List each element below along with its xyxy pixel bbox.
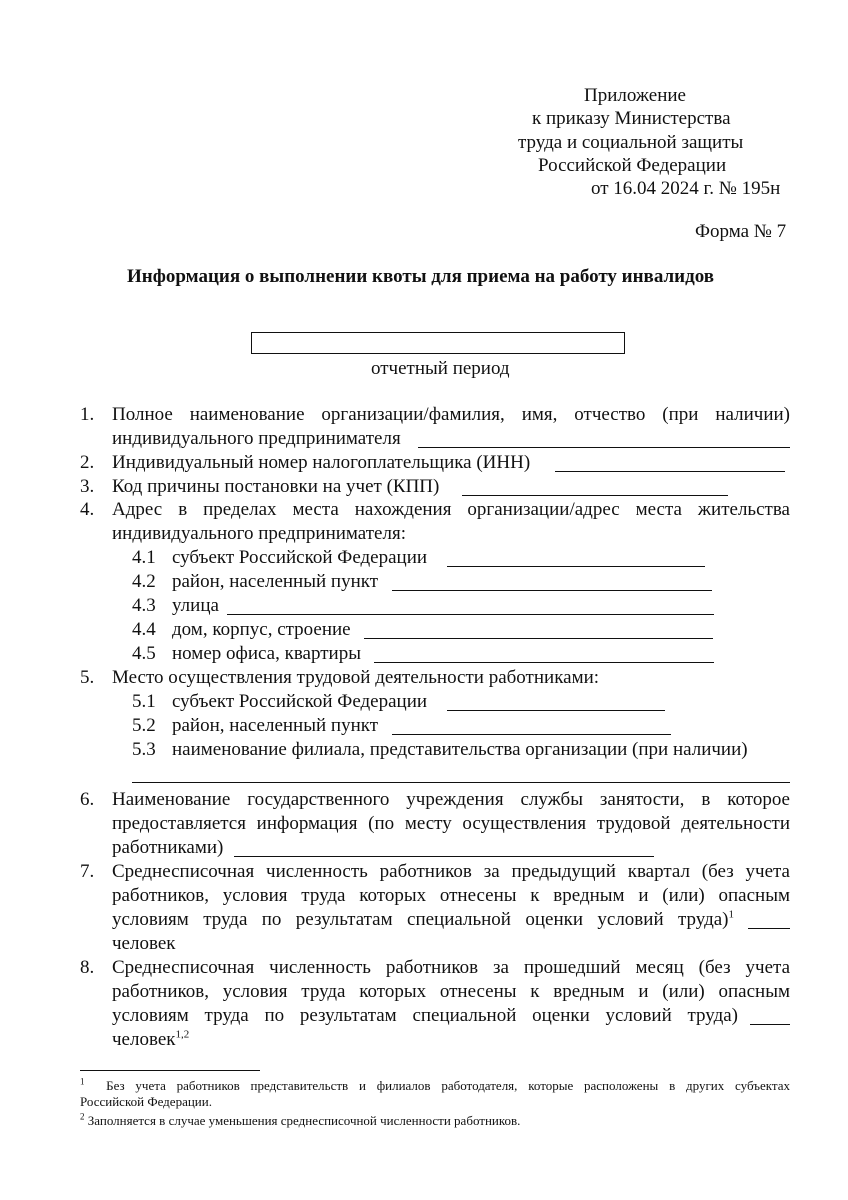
item-4-2-input[interactable]	[392, 570, 712, 591]
item-5-1-text: субъект Российской Федерации	[172, 691, 428, 712]
item-7-text: Среднесписочная численность работников за предыдущий квартал (без учета	[112, 861, 790, 882]
document-title: Информация о выполнении квоты для приема на работу инвалидов	[127, 266, 714, 287]
item-4-number: 4.	[80, 499, 95, 520]
footnote-2-text: Заполняется в случае уменьшения среднесписочной численности работников.	[87, 1113, 521, 1128]
item-8-footnote-ref: 1,2	[175, 1028, 190, 1041]
item-4-5-text: номер офиса, квартиры	[172, 643, 361, 664]
item-5-number: 5.	[80, 667, 95, 688]
footnote-1-cont: Российской Федерации.	[80, 1094, 212, 1109]
reporting-period-field[interactable]	[251, 332, 625, 354]
item-5-3-text: наименование филиала, представительства организации (при наличии)	[172, 739, 748, 760]
item-6-text-2: предоставляется информация (по месту осуществления трудовой деятельности	[112, 813, 790, 834]
item-7-text-3	[112, 908, 734, 932]
item-1-text: Полное наименование организации/фамилия, имя, отчество (при наличии)	[112, 404, 790, 425]
item-7-input[interactable]	[748, 908, 790, 929]
header-line-4: Российской Федерации	[538, 155, 727, 176]
item-5-3-number: 5.3	[132, 739, 156, 760]
kpp-input[interactable]	[462, 475, 728, 496]
header-line-3: труда и социальной защиты	[518, 132, 744, 153]
item-4-3-text: улица	[172, 595, 219, 616]
item-8-text-2: работников, условия труда которых отнесены к вредным и (или) опасным	[112, 981, 790, 1002]
item-8-text: Среднесписочная численность работников за прошедший месяц (без учета	[112, 957, 790, 978]
item-4-4-number: 4.4	[132, 619, 156, 640]
form-number: Форма № 7	[695, 221, 787, 242]
item-4-1-text: субъект Российской Федерации	[172, 547, 428, 568]
item-5-3-input[interactable]	[132, 762, 790, 783]
footnote-1	[80, 1078, 790, 1094]
item-1-number: 1.	[80, 404, 95, 425]
item-4-1-number: 4.1	[132, 547, 156, 568]
item-3-text: Код причины постановки на учет (КПП)	[112, 476, 440, 497]
item-4-4-text: дом, корпус, строение	[172, 619, 351, 640]
header-line-1: Приложение	[584, 85, 686, 106]
item-6-text: Наименование государственного учреждения службы занятости, в которое	[112, 789, 790, 810]
footnote-separator	[80, 1070, 260, 1071]
item-7-text-3-main: условиям труда по результатам специальной оценки условий труда)	[112, 909, 729, 930]
item-4-5-number: 4.5	[132, 643, 156, 664]
footnote-2-mark: 2	[80, 1111, 85, 1122]
reporting-period-label: отчетный период	[371, 358, 510, 379]
item-4-3-number: 4.3	[132, 595, 156, 616]
item-5-2-number: 5.2	[132, 715, 156, 736]
footnote-1-text: Без учета работников представительств и филиалов работодателя, которые расположены в других субъектах	[106, 1078, 791, 1093]
item-7-text-2: работников, условия труда которых отнесены к вредным и (или) опасным	[112, 885, 790, 906]
employment-service-input[interactable]	[234, 836, 654, 857]
item-7-number: 7.	[80, 861, 95, 882]
inn-input[interactable]	[555, 451, 785, 472]
item-8-unit-text: человек	[112, 1029, 176, 1050]
item-4-1-input[interactable]	[447, 546, 705, 567]
item-3-number: 3.	[80, 476, 95, 497]
item-6-text-3: работниками)	[112, 837, 224, 858]
item-5-2-input[interactable]	[392, 714, 671, 735]
item-7-unit: человек	[112, 933, 176, 954]
item-4-5-input[interactable]	[374, 642, 714, 663]
item-8-unit	[112, 1028, 189, 1052]
item-8-text-3: условиям труда по результатам специальной оценки условий труда)	[112, 1005, 738, 1026]
item-2-text: Индивидуальный номер налогоплательщика (ИНН)	[112, 452, 531, 473]
item-4-text: Адрес в пределах места нахождения организации/адрес места жительства	[112, 499, 790, 520]
item-2-number: 2.	[80, 452, 95, 473]
header-line-2: к приказу Министерства	[532, 108, 731, 129]
item-7-footnote-ref: 1	[728, 908, 734, 921]
item-5-text: Место осуществления трудовой деятельности работниками:	[112, 667, 600, 688]
item-4-2-number: 4.2	[132, 571, 156, 592]
item-4-2-text: район, населенный пункт	[172, 571, 379, 592]
item-1-text-cont	[112, 427, 401, 451]
item-5-2-text: район, населенный пункт	[172, 715, 379, 736]
item-5-1-input[interactable]	[447, 690, 665, 711]
item-8-input[interactable]	[750, 1004, 790, 1025]
header-order-date: от 16.04 2024 г. № 195н	[591, 178, 781, 199]
item-8-number: 8.	[80, 957, 95, 978]
footnote-1-mark: 1	[80, 1076, 85, 1087]
item-5-1-number: 5.1	[132, 691, 156, 712]
item-1-input[interactable]	[418, 427, 790, 448]
item-6-number: 6.	[80, 789, 95, 810]
item-1-text-2: индивидуального предпринимателя	[112, 428, 401, 449]
item-4-3-input[interactable]	[227, 594, 714, 615]
footnote-2	[80, 1113, 520, 1129]
item-4-text-2: индивидуального предпринимателя:	[112, 523, 406, 544]
item-4-4-input[interactable]	[364, 618, 713, 639]
